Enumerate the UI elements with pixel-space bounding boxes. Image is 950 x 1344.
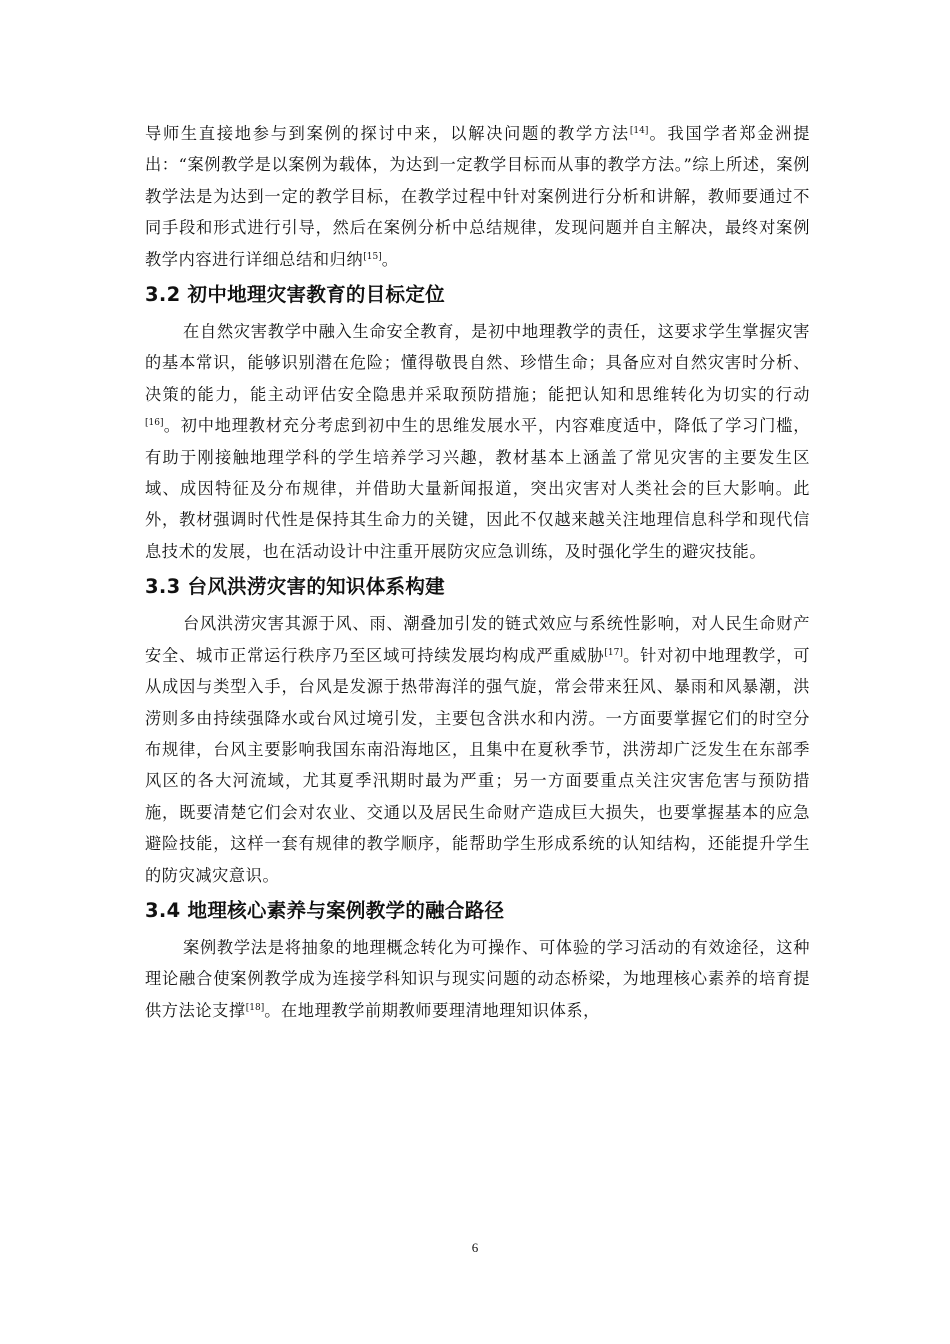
citation-ref: [18] (245, 1002, 265, 1013)
section-heading-3-3: 3.3 台风洪涝灾害的知识体系构建 (145, 575, 445, 599)
section-heading-3-4: 3.4 地理核心素养与案例教学的融合路径 (145, 898, 505, 922)
section-3-3-paragraph: 台风洪涝灾害其源于风、雨、潮叠加引发的链式效应与系统性影响，对人民生命财产安全、城市正常运行秩序乃至区域可持续发展均构成严重威胁[17]。针对初中地理教学，可从成因与类型入手，台风是发源于热带海洋的强气旋，常会带来狂风、暴雨和风暴潮，洪涝则多由持续强降水或台风过境引发，主要包含洪水和内涝。一方面要掌握它们的时空分布规律，台风主要影响我国东南沿海地区，且集中在夏秋季节，洪涝却广泛发生在东部季风区的各大河流域，尤其夏季汛期时最为严重；另一方面要重点关注灾害危害与预防措施，既要清楚它们会对农业、交通以及居民生命财产造成巨大损失，也要掌握基本的应急避险技能，这样一套有规律的教学顺序，能帮助学生形成系统的认知结构，还能提升学生的防灾减灾意识。 (145, 614, 810, 885)
citation-ref: [17] (604, 647, 623, 658)
section-3-4-paragraph: 案例教学法是将抽象的地理概念转化为可操作、可体验的学习活动的有效途径，这种理论融合使案例教学成为连接学科知识与现实问题的动态桥梁，为地理核心素养的培育提供方法论支撑[18]。在地理教学前期教师要理清地理知识体系， (145, 937, 810, 1020)
page-number: 6 (471, 1240, 479, 1255)
citation-ref: [14] (629, 126, 649, 136)
section-heading-3-2: 3.2 初中地理灾害教育的目标定位 (145, 283, 445, 307)
document-body (145, 118, 810, 1026)
intro-paragraph: 导师生直接地参与到案例的探讨中来，以解决问题的教学方法[14]。我国学者郑金洲提出：“案例教学是以案例为载体，为达到一定教学目标而从事的教学方法。”综上所述，案例教学法是为达到一定的教学目标，在教学过程中针对案例进行分析和讲解，教师要通过不同手段和形式进行引导，然后在案例分析中总结规律，发现问题并自主解决，最终对案例教学内容进行详细总结和归纳[15]。 (145, 124, 811, 269)
citation-ref: [15] (363, 251, 382, 262)
section-3-2-paragraph: 在自然灾害教学中融入生命安全教育，是初中地理教学的责任，这要求学生掌握灾害的基本常识，能够识别潜在危险；懂得敬畏自然、珍惜生命；具备应对自然灾害时分析、决策的能力，能主动评估安全隐患并采取预防措施；能把认知和思维转化为切实的行动[16]。初中地理教材充分考虑到初中生的思维发展水平，内容难度适中，降低了学习门槛，有助于刚接触地理学科的学生培养学习兴趣，教材基本上涵盖了常见灾害的主要发生区域、成因特征及分布规律，并借助大量新闻报道，突出灾害对人类社会的巨大影响。此外，教材强调时代性是保持其生命力的关键，因此不仅越来越关注地理信息科学和现代信息技术的发展，也在活动设计中注重开展防灾应急训练，及时强化学生的避灾技能。 (145, 322, 810, 561)
citation-ref: [16] (145, 418, 164, 429)
